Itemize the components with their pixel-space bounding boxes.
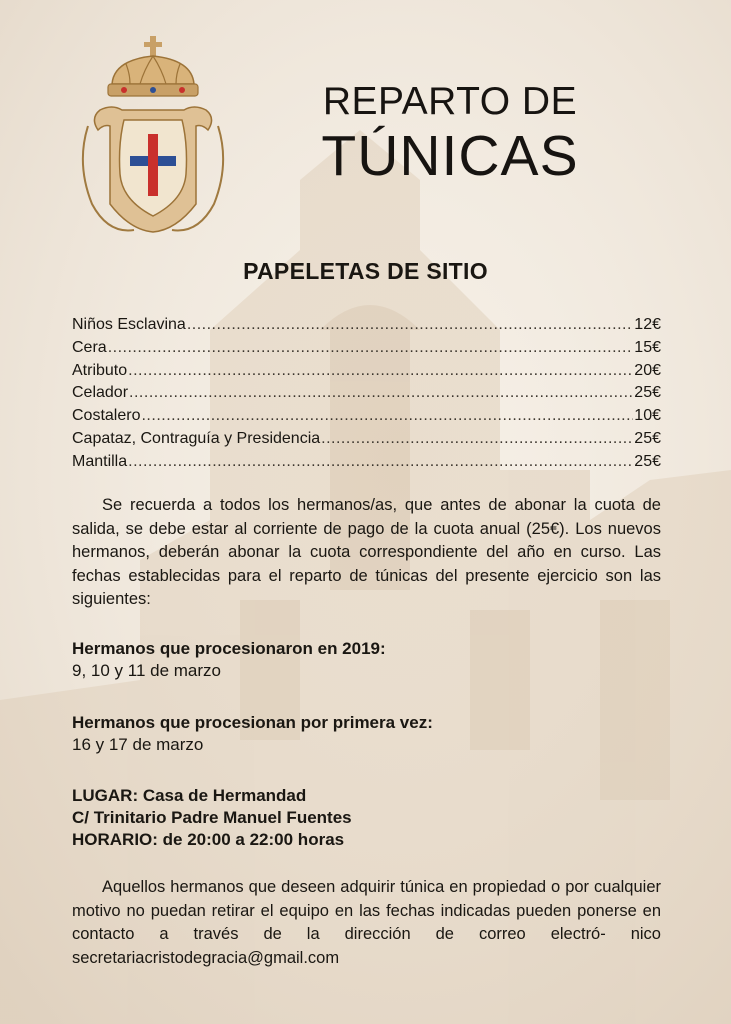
dot-leader bbox=[129, 382, 633, 405]
price-item-name: Cera bbox=[72, 338, 107, 356]
location-place: LUGAR: Casa de Hermandad bbox=[72, 786, 307, 805]
price-item-name: Costalero bbox=[72, 407, 141, 425]
price-row bbox=[72, 428, 661, 451]
price-value: 12€ bbox=[634, 316, 661, 333]
title-line-2: TÚNICAS bbox=[321, 124, 579, 188]
intro-paragraph: Se recuerda a todos los hermanos/as, que antes de abonar la cuota de salida, se debe estar al corriente de pago de la cuota anual (25€). Los nuevos hermanos, deberán abonar la cuota correspondiente del año en curso. Las fechas establecidas para el reparto de túnicas del presente ejercicio son las siguientes: bbox=[72, 496, 661, 608]
location-address: C/ Trinitario Padre Manuel Fuentes bbox=[72, 808, 352, 827]
schedule-dates: 16 y 17 de marzo bbox=[72, 735, 204, 754]
price-item-name: Niños Esclavina bbox=[72, 316, 186, 333]
price-row bbox=[72, 382, 661, 405]
price-value: 10€ bbox=[634, 407, 661, 425]
price-value: 25€ bbox=[634, 452, 661, 470]
brotherhood-crest-logo bbox=[74, 34, 234, 234]
location-hours: HORARIO: de 20:00 a 22:00 horas bbox=[72, 830, 345, 849]
price-row bbox=[72, 451, 661, 474]
price-item-name: Atributo bbox=[72, 361, 128, 379]
page-title bbox=[300, 80, 600, 186]
price-row bbox=[72, 360, 661, 383]
price-row bbox=[72, 337, 661, 360]
price-item-name: Celador bbox=[72, 384, 129, 402]
dot-leader bbox=[128, 451, 633, 474]
schedule-heading: Hermanos que procesionan por primera vez: bbox=[72, 713, 433, 732]
price-item-name: Capataz, Contraguía y Presidencia bbox=[72, 429, 321, 447]
location-info bbox=[72, 785, 352, 851]
dot-leader bbox=[128, 360, 633, 383]
price-value: 25€ bbox=[634, 384, 661, 402]
price-row bbox=[72, 314, 661, 337]
closing-paragraph: Aquellos hermanos que deseen adquirir túnica en propiedad o por cualquier motivo no puedan retirar el equipo en las fechas indicadas pueden ponerse en contacto a través de la dirección de correo electró- nico secretariacristodegracia@gmail.com bbox=[72, 878, 661, 967]
dot-leader bbox=[187, 314, 633, 337]
dot-leader bbox=[108, 337, 634, 360]
section-heading: PAPELETAS DE SITIO bbox=[243, 258, 488, 284]
schedule-dates: 9, 10 y 11 de marzo bbox=[72, 661, 221, 680]
schedule-group-returning bbox=[72, 638, 672, 682]
price-value: 20€ bbox=[634, 361, 661, 379]
price-value: 25€ bbox=[634, 429, 661, 447]
schedule-group-first-time bbox=[72, 712, 672, 756]
price-item-name: Mantilla bbox=[72, 452, 128, 470]
dot-leader bbox=[321, 428, 633, 451]
price-list bbox=[72, 314, 661, 474]
schedule-heading: Hermanos que procesionaron en 2019: bbox=[72, 639, 386, 658]
dot-leader bbox=[141, 405, 633, 428]
price-value: 15€ bbox=[634, 338, 661, 356]
title-line-1: REPARTO DE bbox=[322, 80, 578, 123]
price-row bbox=[72, 405, 661, 428]
